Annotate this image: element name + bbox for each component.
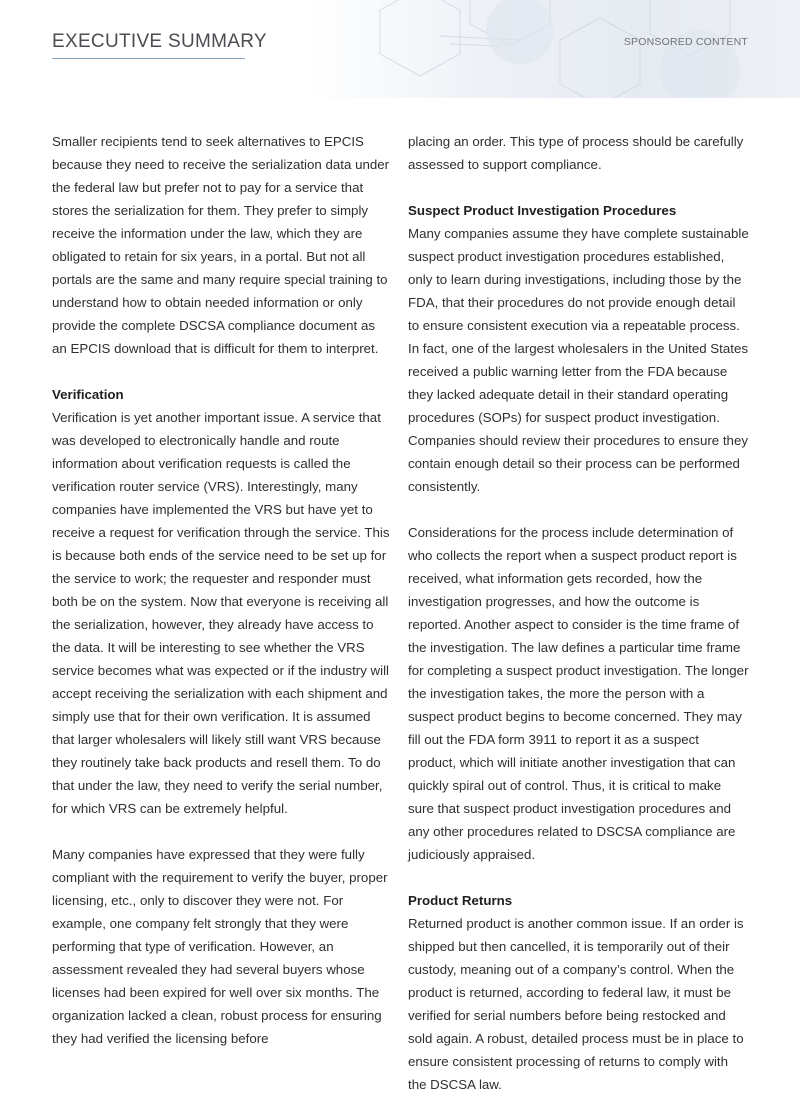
paragraph: Considerations for the process include determination of who collects the report when a suspect product report is received, what information gets recorded, how the investigation progresses, and how the outcome is reported. Another aspect to consider is the time frame of the investigation. The law defines a particular time frame for completing a suspect product investigation. The longer the investigation takes, the more the person with a suspect product begins to become concerned. They may fill out the FDA form 3911 to report it as a suspect product, which will initiate another investigation that can quickly spiral out of control. Thus, it is critical to make sure that suspect product investigation procedures and any other procedures related to DSCSA compliance are judiciously appraised. <box>408 525 749 862</box>
title-underline <box>52 58 245 59</box>
left-column <box>52 130 392 1073</box>
paragraph: Smaller recipients tend to seek alternatives to EPCIS because they need to receive the serialization data under the federal law but prefer not to pay for a service that stores the serialization for them. They prefer to simply receive the information under the law, which they are obligated to retain for six years, in a portal. But not all portals are the same and many require special training to understand how to obtain needed information or only provide the complete DSCSA compliance document as an EPCIS download that is difficult for them to interpret. <box>52 134 390 356</box>
section-title: EXECUTIVE SUMMARY <box>52 31 267 52</box>
right-column <box>408 130 750 1119</box>
subheading-product-returns: Product Returns <box>408 893 513 908</box>
subheading-suspect-product: Suspect Product Investigation Procedures <box>408 203 677 218</box>
paragraph: Many companies assume they have complete sustainable suspect product investigation procedures established, only to learn during investigations, including those by the FDA, that their procedures do not provide enough detail to ensure consistent execution via a repeatable process. In fact, one of the largest wholesalers in the United States received a public warning letter from the FDA because they lacked adequate detail in their standard operating procedures (SOPs) for suspect product investigation. Companies should review their procedures to ensure they contain enough detail so their process can be performed consistently. <box>408 226 749 494</box>
sponsored-label: SPONSORED CONTENT <box>623 36 748 48</box>
paragraph: placing an order. This type of process should be carefully assessed to support compliance. <box>408 134 744 172</box>
paragraph: Verification is yet another important issue. A service that was developed to electronically handle and route information about verification requests is called the verification router service (VRS). Interestingly, many companies have implemented the VRS but have yet to receive a request for verification through the service. This is because both ends of the service need to be set up for the service to work; the requester and responder must both be on the system. Now that everyone is receiving all the serialization, however, they already have access to the data. It will be interesting to see whether the VRS service becomes what was expected or if the industry will accept receiving the serialization with each shipment and simply use that for their own verification. It is assumed that larger wholesalers will likely still want VRS because they routinely take back products and resell them. To do that under the law, they need to verify the serial number, for which VRS can be extremely helpful. <box>52 410 390 816</box>
paragraph: Returned product is another common issue. If an order is shipped but then cancelled, it is temporarily out of their custody, meaning out of a company’s control. When the product is returned, according to federal law, it must be verified for serial numbers before being restocked and sold again. A robust, detailed process must be in place to ensure consistent processing of returns to comply with the DSCSA law. <box>408 916 744 1092</box>
header-banner <box>0 0 800 98</box>
subheading-verification: Verification <box>52 387 124 402</box>
paragraph: Many companies have expressed that they were fully compliant with the requirement to verify the buyer, proper licensing, etc., only to discover they were not. For example, one company felt strongly that they were performing that type of verification. However, an assessment revealed they had several buyers whose licenses had been expired for well over six months. The organization lacked a clean, robust process for ensuring they had verified the licensing before <box>52 847 388 1046</box>
